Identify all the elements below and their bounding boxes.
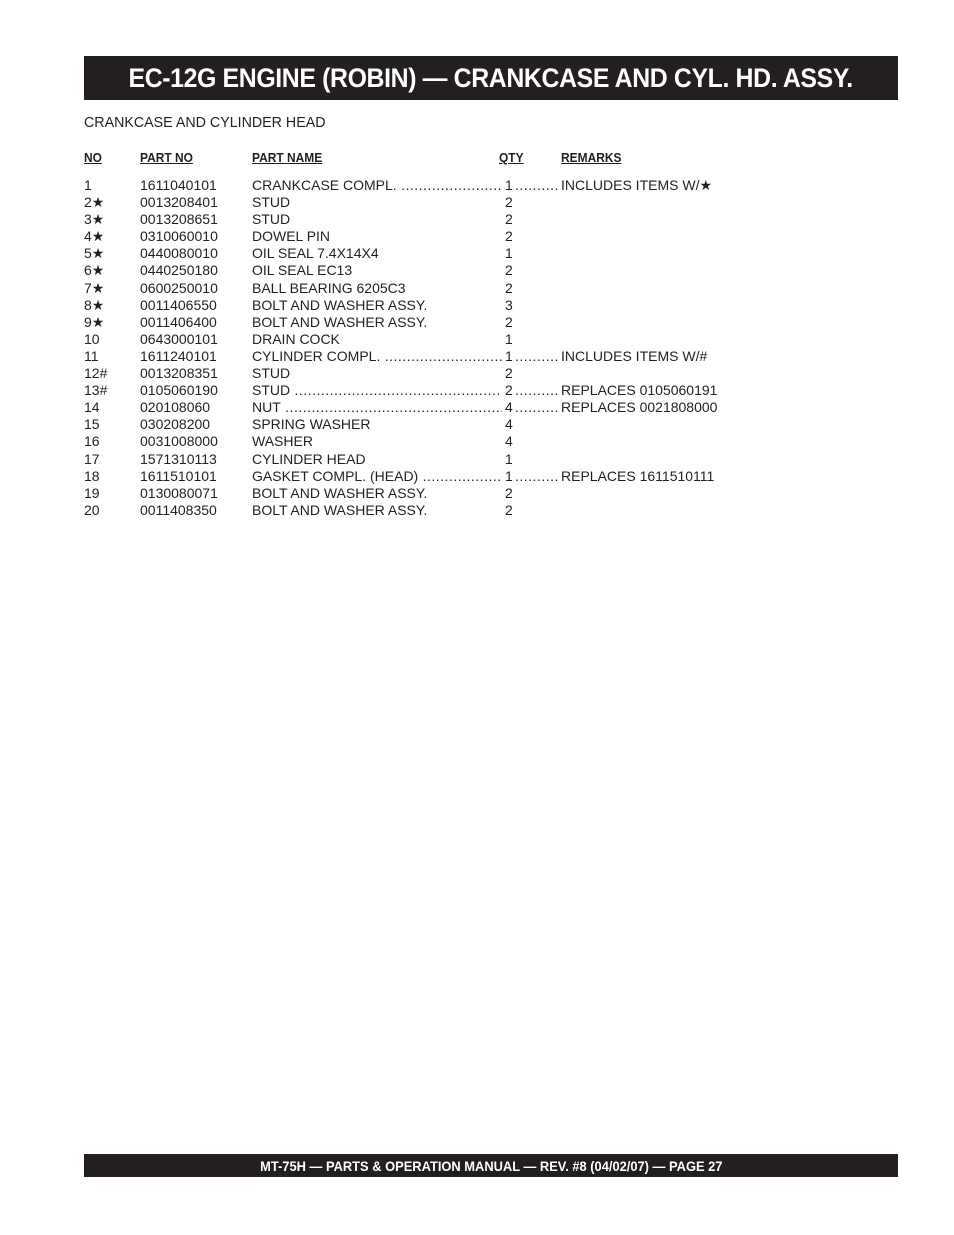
part-number: 0011406400 xyxy=(140,313,217,330)
remarks-leader xyxy=(515,382,560,399)
part-number-index: 5★ xyxy=(84,245,105,262)
part-number-index: 1 xyxy=(84,177,92,193)
part-number-index: 3★ xyxy=(84,211,105,228)
part-number-index: 19 xyxy=(84,484,100,501)
part-remarks: INCLUDES ITEMS W/★ xyxy=(561,177,713,193)
part-name: BALL BEARING 6205C3 xyxy=(252,279,406,296)
part-qty: 2 xyxy=(505,501,513,518)
column-header-remarks: REMARKS xyxy=(561,150,622,165)
part-name: BOLT AND WASHER ASSY. xyxy=(252,313,428,330)
part-number-index: 15 xyxy=(84,416,100,433)
part-qty: 4 xyxy=(505,416,513,433)
footer-text: MT-75H — PARTS & OPERATION MANUAL — REV. #8 (04/02/07) — PAGE 27 xyxy=(259,1157,723,1174)
part-number: 0130080071 xyxy=(140,484,218,501)
part-number: 1571310113 xyxy=(140,450,217,467)
part-qty: 4 xyxy=(505,433,513,450)
part-name: GASKET COMPL. (HEAD) ..... xyxy=(252,468,502,485)
part-number: 0600250010 xyxy=(140,279,218,296)
remarks-leader xyxy=(515,468,560,485)
part-number: 0013208351 xyxy=(140,365,218,382)
table-row xyxy=(0,348,954,365)
part-name: STUD xyxy=(252,211,291,228)
remarks-leader xyxy=(515,399,560,416)
footer-bar xyxy=(84,1154,898,1177)
part-number-index: 7★ xyxy=(84,279,105,296)
part-number-index: 14 xyxy=(84,399,100,416)
part-qty: 3 xyxy=(505,296,513,313)
part-qty: 4 xyxy=(505,399,513,416)
part-number-index: 20 xyxy=(84,501,100,518)
part-name: CYLINDER HEAD xyxy=(252,450,366,467)
parts-table xyxy=(0,177,954,519)
table-row xyxy=(0,262,954,279)
part-number: 0031008000 xyxy=(140,433,218,450)
page-title: EC-12G ENGINE (ROBIN) — CRANKCASE AND CYL. HD. ASSY. xyxy=(128,62,854,93)
part-number: 020108060 xyxy=(140,399,211,416)
column-header-part-name: PART NAME xyxy=(252,150,323,165)
part-qty: 2 xyxy=(505,313,513,330)
table-row xyxy=(0,451,954,468)
part-number: 0105060190 xyxy=(140,382,218,399)
table-row xyxy=(0,485,954,502)
table-row xyxy=(0,365,954,382)
part-name: BOLT AND WASHER ASSY. xyxy=(252,484,428,501)
part-number: 1611510101 xyxy=(140,467,217,484)
part-number: 0011406550 xyxy=(140,296,217,313)
table-row xyxy=(0,194,954,211)
part-name: STUD xyxy=(252,194,291,211)
part-name: OIL SEAL EC13 xyxy=(252,262,353,279)
part-name: CYLINDER COMPL. ..... xyxy=(252,348,502,365)
part-qty: 2 xyxy=(505,211,513,228)
part-number-index: 2★ xyxy=(84,194,105,211)
part-name: STUD xyxy=(252,365,291,382)
part-qty: 2 xyxy=(505,365,513,382)
part-number: 1611240101 xyxy=(140,347,217,364)
part-number-index: 12# xyxy=(84,365,108,382)
table-row xyxy=(0,314,954,331)
part-name: SPRING WASHER xyxy=(252,416,371,433)
part-number-index: 8★ xyxy=(84,296,105,313)
part-qty: 1 xyxy=(505,330,513,347)
table-row xyxy=(0,502,954,519)
part-number-index: 10 xyxy=(84,330,100,347)
part-qty: 2 xyxy=(505,194,513,211)
part-number-index: 18 xyxy=(84,467,100,484)
title-bar xyxy=(84,56,898,100)
part-number: 0011408350 xyxy=(140,501,217,518)
table-row xyxy=(0,433,954,450)
part-remarks: INCLUDES ITEMS W/# xyxy=(561,347,708,364)
part-number-index: 11 xyxy=(84,347,99,364)
part-qty: 2 xyxy=(505,228,513,245)
section-title: CRANKCASE AND CYLINDER HEAD xyxy=(84,114,326,131)
part-name: DOWEL PIN xyxy=(252,228,331,245)
part-name: DRAIN COCK xyxy=(252,330,340,347)
part-qty: 1 xyxy=(505,467,513,484)
part-remarks: REPLACES 0105060191 xyxy=(561,382,718,399)
part-remarks: REPLACES 1611510111 xyxy=(561,467,715,484)
table-row xyxy=(0,177,954,194)
part-number-index: 16 xyxy=(84,433,100,450)
part-qty: 1 xyxy=(505,450,513,467)
part-qty: 2 xyxy=(505,382,513,399)
part-qty: 1 xyxy=(505,177,513,193)
part-number-index: 6★ xyxy=(84,262,105,279)
table-row xyxy=(0,211,954,228)
part-qty: 2 xyxy=(505,484,513,501)
column-header-part-no: PART NO xyxy=(140,150,193,165)
part-qty: 1 xyxy=(505,347,513,364)
table-row xyxy=(0,399,954,416)
part-qty: 2 xyxy=(505,262,513,279)
table-row xyxy=(0,245,954,262)
part-number: 0440250180 xyxy=(140,262,218,279)
table-row xyxy=(0,297,954,314)
part-number: 0013208401 xyxy=(140,194,218,211)
part-name: OIL SEAL 7.4X14X4 xyxy=(252,245,379,262)
part-name: BOLT AND WASHER ASSY. xyxy=(252,501,428,518)
part-number-index: 17 xyxy=(84,450,100,467)
column-header-qty: QTY xyxy=(499,150,524,165)
part-number-index: 4★ xyxy=(84,228,105,245)
table-row xyxy=(0,416,954,433)
table-row xyxy=(0,331,954,348)
part-remarks: REPLACES 0021808000 xyxy=(561,399,718,416)
part-name: BOLT AND WASHER ASSY. xyxy=(252,296,428,313)
part-qty: 1 xyxy=(505,245,513,262)
part-qty: 2 xyxy=(505,279,513,296)
remarks-leader xyxy=(515,177,560,194)
part-name: STUD ..... xyxy=(252,382,502,399)
part-number: 0643000101 xyxy=(140,330,218,347)
table-row xyxy=(0,382,954,399)
part-number: 1611040101 xyxy=(140,177,217,193)
part-name: NUT ..... xyxy=(252,399,502,416)
column-header-no: NO xyxy=(84,150,102,165)
part-name: WASHER xyxy=(252,433,313,450)
part-name: CRANKCASE COMPL. ..... xyxy=(252,177,502,194)
table-row xyxy=(0,468,954,485)
part-number: 030208200 xyxy=(140,416,211,433)
part-number: 0310060010 xyxy=(140,228,218,245)
part-number: 0440080010 xyxy=(140,245,218,262)
remarks-leader xyxy=(515,348,560,365)
part-number-index: 13# xyxy=(84,382,108,399)
part-number-index: 9★ xyxy=(84,313,105,330)
part-number: 0013208651 xyxy=(140,211,218,228)
table-row xyxy=(0,228,954,245)
table-row xyxy=(0,280,954,297)
